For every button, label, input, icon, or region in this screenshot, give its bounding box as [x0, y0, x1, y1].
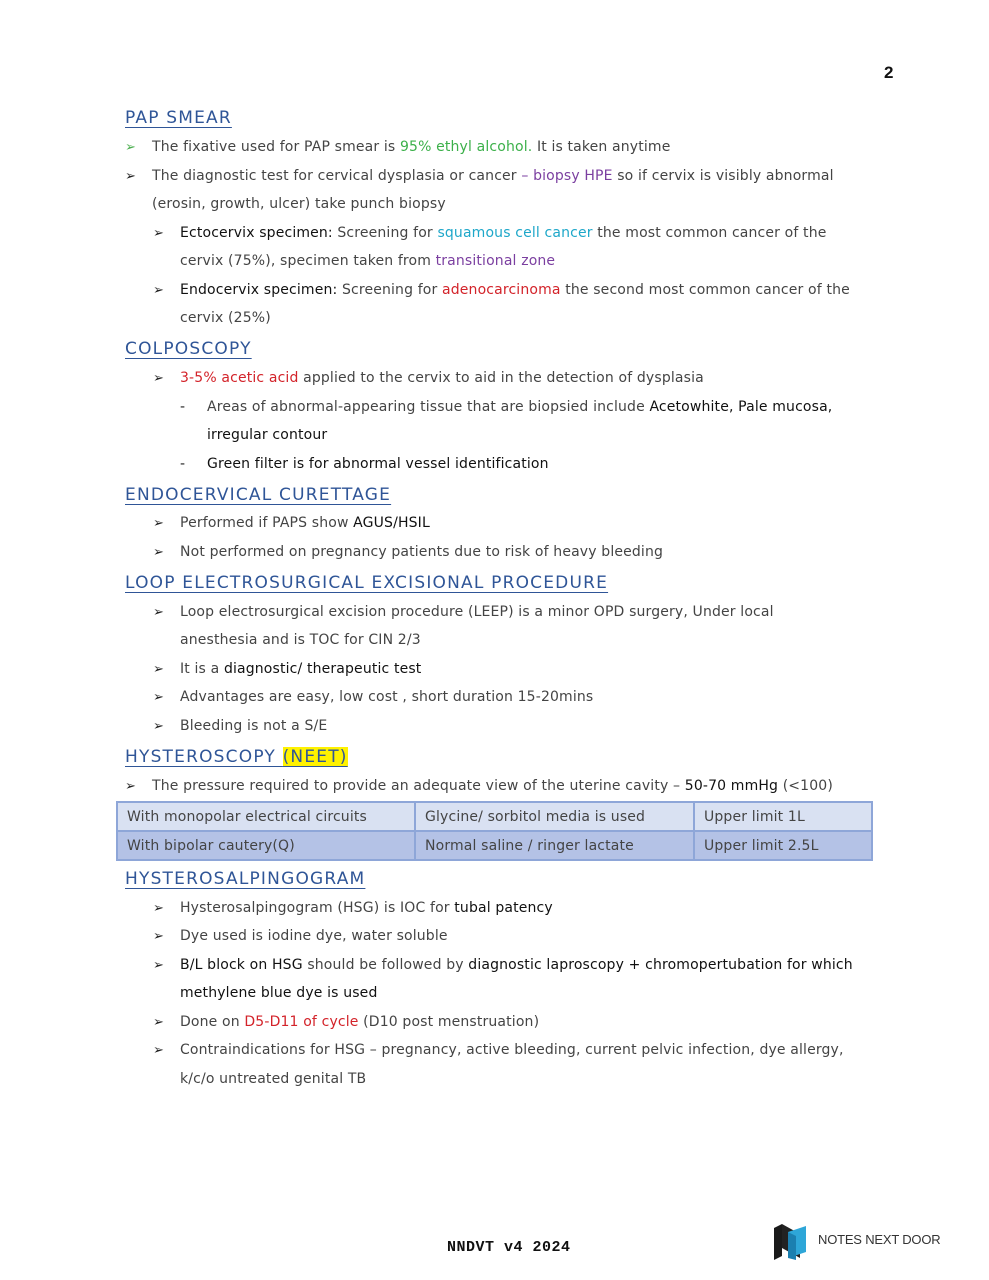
hysteroscopy-table — [116, 801, 873, 861]
colpo-dash-areas-cont: irregular contour — [207, 427, 328, 443]
heading-leep: LOOP ELECTROSURGICAL EXCISIONAL PROCEDURE — [125, 573, 609, 593]
leep-bullet-test-type: It is a diagnostic/ therapeutic test — [180, 661, 422, 677]
bullet-arrow-icon: ➢ — [153, 605, 164, 620]
heading-colposcopy: COLPOSCOPY — [125, 339, 252, 359]
bullet-arrow-icon: ➢ — [125, 140, 136, 155]
hsg-bullet-contraindications: Contraindications for HSG – pregnancy, active bleeding, current pelvic infection, dye allergy, — [180, 1042, 844, 1058]
hsg-bullet-dye: Dye used is iodine dye, water soluble — [180, 928, 448, 944]
pap-bullet-fixative: The fixative used for PAP smear is 95% ethyl alcohol. It is taken anytime — [152, 139, 671, 155]
bullet-arrow-icon: ➢ — [153, 929, 164, 944]
pap-bullet-diagnostic: The diagnostic test for cervical dysplasia or cancer – biopsy HPE so if cervix is visibly abnormal — [152, 168, 834, 184]
colpo-dash-areas: Areas of abnormal-appearing tissue that are biopsied include Acetowhite, Pale mucosa, — [207, 399, 833, 415]
bullet-arrow-icon: ➢ — [153, 1043, 164, 1058]
bullet-arrow-icon: ➢ — [153, 958, 164, 973]
leep-bullet-definition: Loop electrosurgical excision procedure (LEEP) is a minor OPD surgery, Under local — [180, 604, 774, 620]
heading-endocervical-curettage: ENDOCERVICAL CURETTAGE — [125, 485, 392, 505]
pap-sub-ectocervix-cont: cervix (75%), specimen taken from transitional zone — [180, 253, 556, 269]
table-row — [117, 831, 872, 860]
leep-bullet-advantages: Advantages are easy, low cost , short duration 15-20mins — [180, 689, 594, 705]
ecc-bullet-performed: Performed if PAPS show AGUS/HSIL — [180, 515, 430, 531]
hystero-bullet-pressure: The pressure required to provide an adequate view of the uterine cavity – 50-70 mmHg (<100) — [152, 778, 833, 794]
page-number: 2 — [884, 63, 894, 82]
hsg-bullet-timing: Done on D5-D11 of cycle (D10 post menstruation) — [180, 1014, 540, 1030]
bullet-arrow-icon: ➢ — [153, 719, 164, 734]
neet-highlight: (NEET) — [282, 747, 348, 767]
colpo-dash-green-filter: Green filter is for abnormal vessel identification — [207, 456, 549, 472]
bullet-arrow-icon: ➢ — [153, 516, 164, 531]
pap-sub-ectocervix: Ectocervix specimen: Screening for squamous cell cancer the most common cancer of the — [180, 225, 827, 241]
bullet-arrow-icon: ➢ — [153, 545, 164, 560]
table-cell: Glycine/ sorbitol media is used — [415, 802, 694, 831]
table-cell: With bipolar cautery(Q) — [117, 831, 415, 860]
notes-next-door-logo — [770, 1220, 940, 1262]
bullet-arrow-icon: ➢ — [153, 901, 164, 916]
logo-mark-icon — [770, 1220, 814, 1262]
heading-hysterosalpingogram: HYSTEROSALPINGOGRAM — [125, 869, 366, 889]
pap-sub-endocervix-cont: cervix (25%) — [180, 310, 271, 326]
table-cell: Normal saline / ringer lactate — [415, 831, 694, 860]
leep-bullet-bleeding: Bleeding is not a S/E — [180, 718, 328, 734]
pap-sub-endocervix: Endocervix specimen: Screening for adenocarcinoma the second most common cancer of the — [180, 282, 850, 298]
hsg-bullet-contraindications-cont: k/c/o untreated genital TB — [180, 1071, 367, 1087]
hsg-bullet-ioc: Hysterosalpingogram (HSG) is IOC for tubal patency — [180, 900, 553, 916]
colpo-bullet-acetic: 3-5% acetic acid applied to the cervix to aid in the detection of dysplasia — [180, 370, 704, 386]
table-cell: Upper limit 2.5L — [694, 831, 872, 860]
ecc-bullet-not-performed: Not performed on pregnancy patients due to risk of heavy bleeding — [180, 544, 664, 560]
bullet-arrow-icon: ➢ — [153, 371, 164, 386]
heading-pap-smear: PAP SMEAR — [125, 108, 232, 128]
table-cell: With monopolar electrical circuits — [117, 802, 415, 831]
table-row — [117, 802, 872, 831]
hsg-bullet-block: B/L block on HSG should be followed by diagnostic laproscopy + chromopertubation for which — [180, 957, 853, 973]
logo-text: NOTES NEXT DOOR — [818, 1232, 941, 1247]
bullet-arrow-icon: ➢ — [153, 690, 164, 705]
bullet-arrow-icon: ➢ — [125, 169, 136, 184]
dash-marker: - — [180, 456, 186, 472]
footer-version: NNDVT v4 2024 — [447, 1239, 571, 1256]
bullet-arrow-icon: ➢ — [153, 1015, 164, 1030]
heading-hysteroscopy: HYSTEROSCOPY (NEET) — [125, 747, 348, 767]
dash-marker: - — [180, 399, 186, 415]
table-cell: Upper limit 1L — [694, 802, 872, 831]
bullet-arrow-icon: ➢ — [153, 662, 164, 677]
bullet-arrow-icon: ➢ — [125, 779, 136, 794]
pap-bullet-diagnostic-cont: (erosin, growth, ulcer) take punch biopsy — [152, 196, 446, 212]
bullet-arrow-icon: ➢ — [153, 283, 164, 298]
hsg-bullet-block-cont: methylene blue dye is used — [180, 985, 378, 1001]
bullet-arrow-icon: ➢ — [153, 226, 164, 241]
leep-bullet-definition-cont: anesthesia and is TOC for CIN 2/3 — [180, 632, 421, 648]
